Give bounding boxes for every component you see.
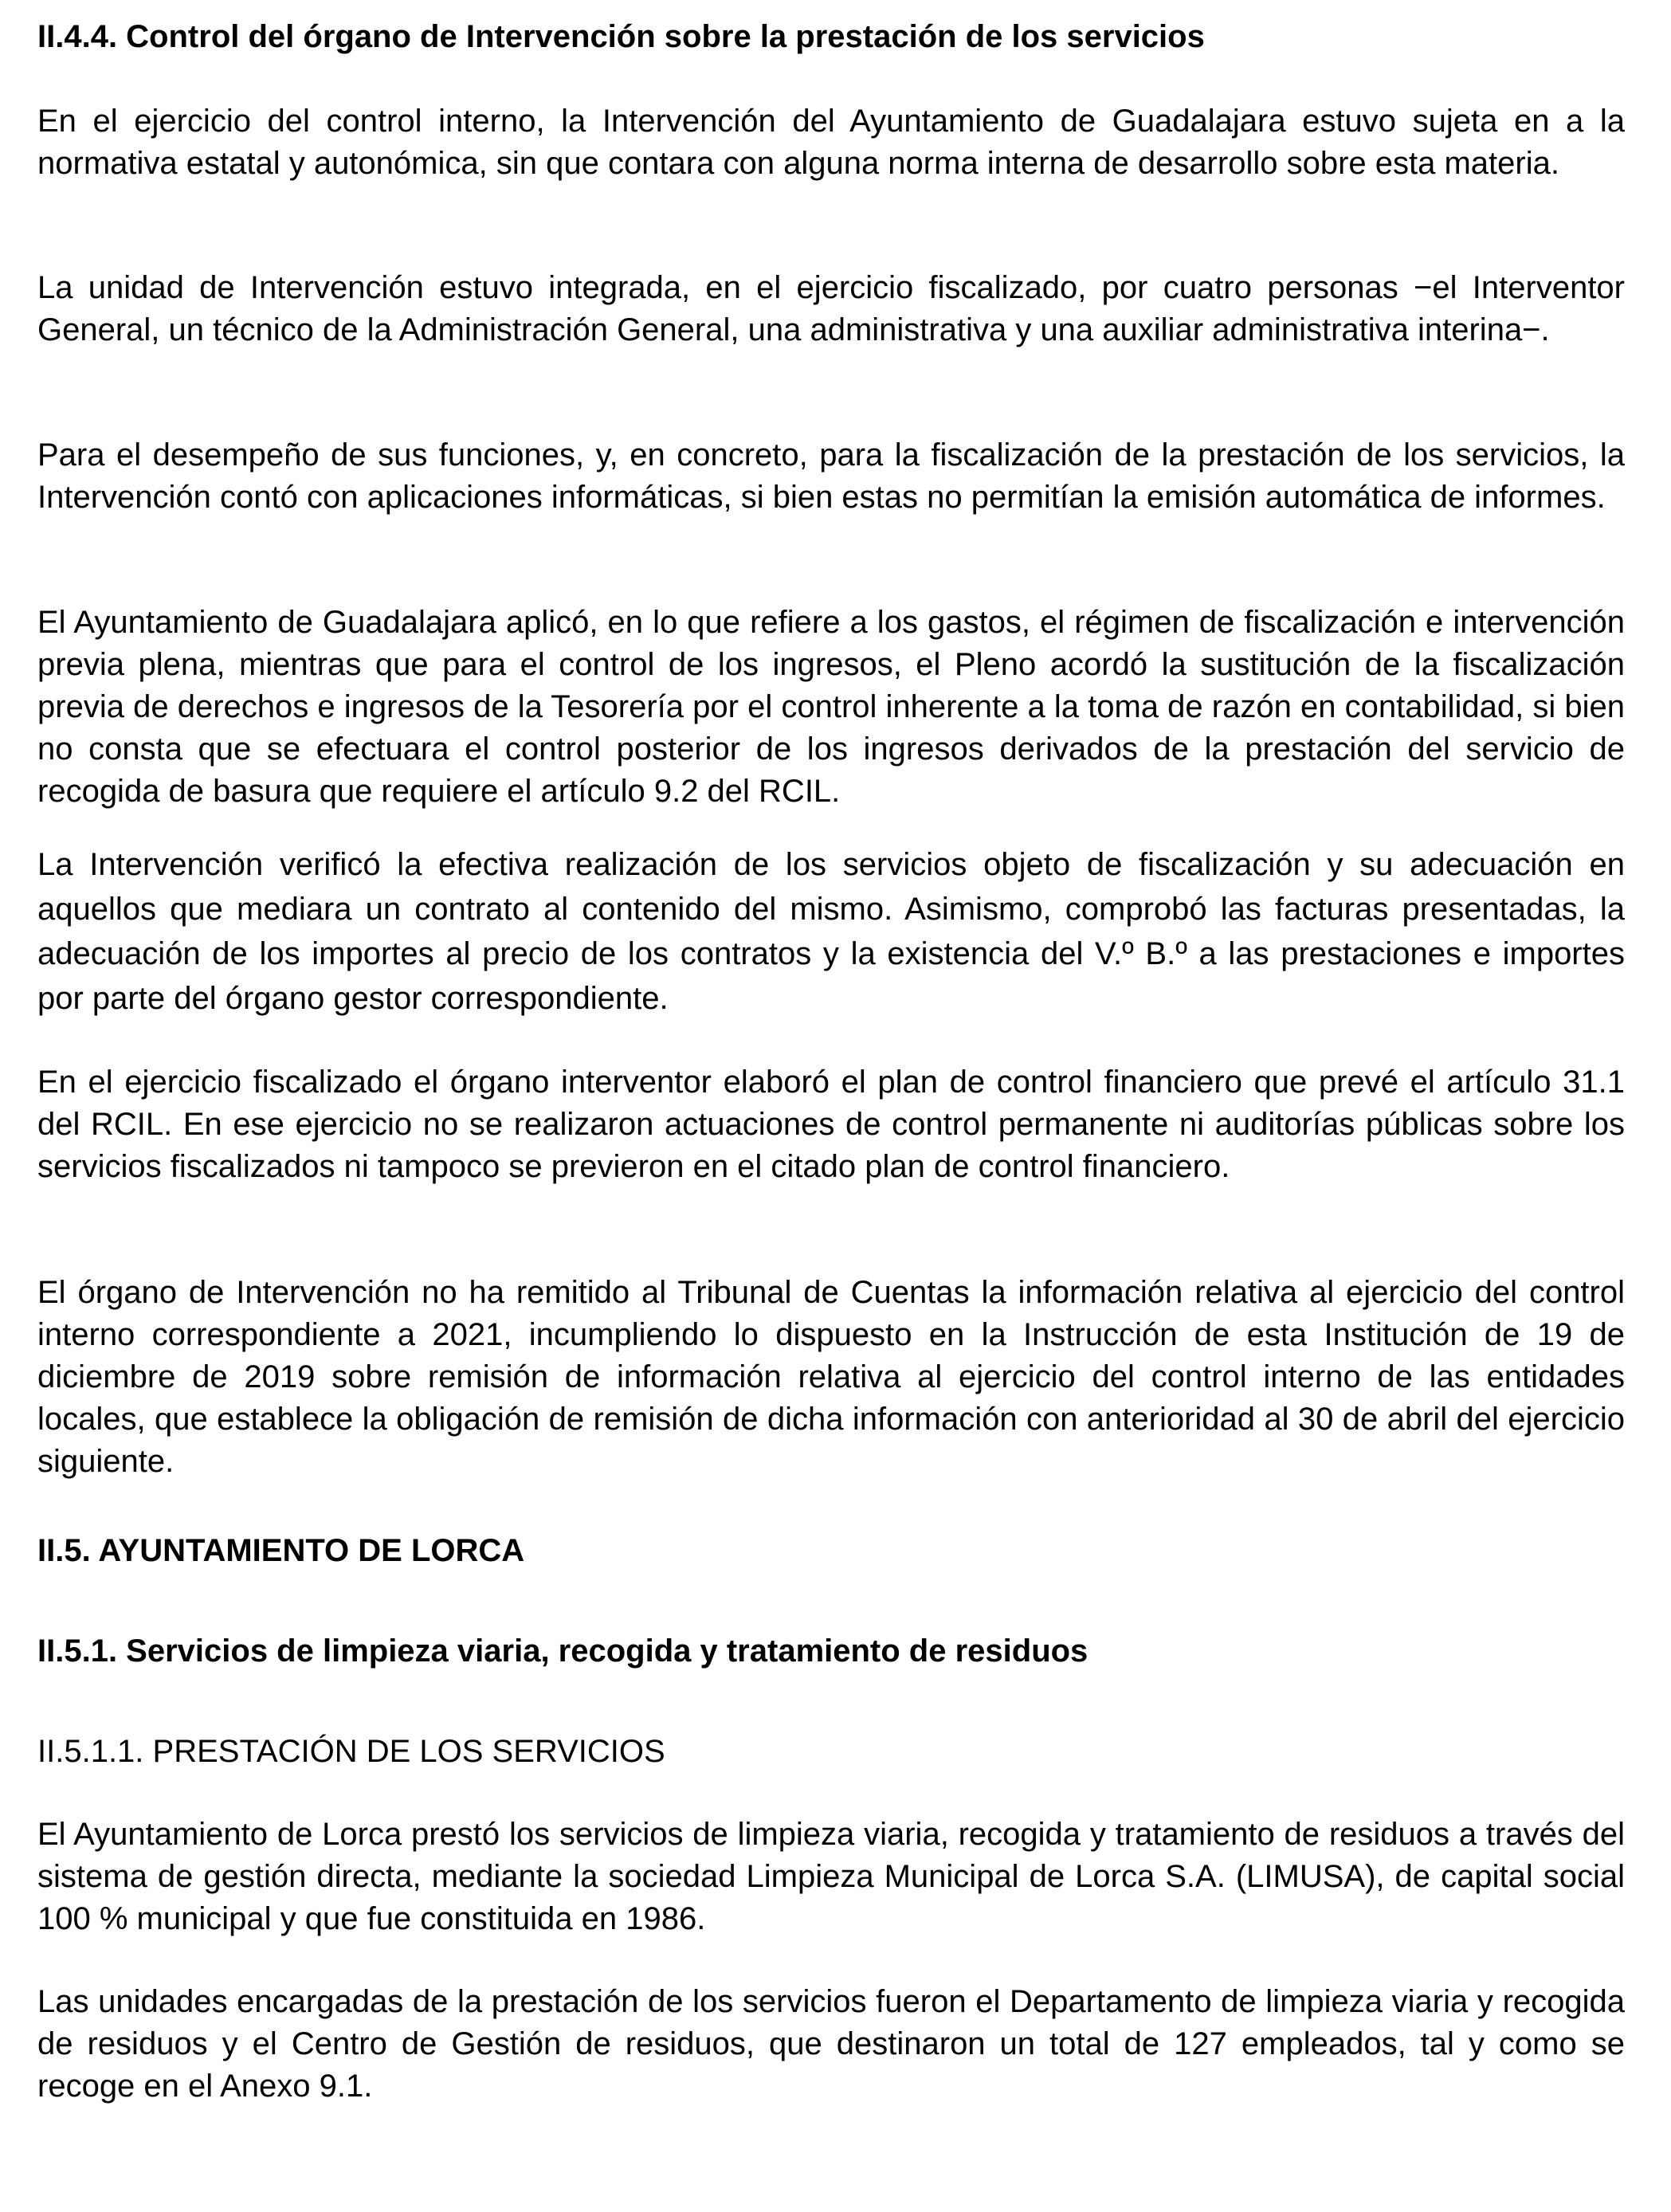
section-heading-ii-5-1-1: II.5.1.1. PRESTACIÓN DE LOS SERVICIOS xyxy=(37,1734,665,1769)
paragraph: Para el desempeño de sus funciones, y, en concreto, para la fiscalización de la prestación de los servicios, la Intervención contó con aplicaciones informáticas, si bien estas no permitían la emisión automática de informes. xyxy=(37,437,1625,515)
section-heading-ii-5-1: II.5.1. Servicios de limpieza viaria, recogida y tratamiento de residuos xyxy=(37,1634,1089,1669)
paragraph: El Ayuntamiento de Lorca prestó los servicios de limpieza viaria, recogida y tratamiento de residuos a través del sistema de gestión directa, mediante la sociedad Limpieza Municipal de Lorca S.A. (LIMUSA), de capital social 100 % municipal y que fue constituida en 1986. xyxy=(37,1817,1625,1936)
section-heading-ii-4-4: II.4.4. Control del órgano de Intervención sobre la prestación de los servicios xyxy=(37,19,1205,54)
paragraph: Las unidades encargadas de la prestación de los servicios fueron el Departamento de limpieza viaria y recogida de residuos y el Centro de Gestión de residuos, que destinaron un total de 127 empleados, tal y como se recoge en el Anexo 9.1. xyxy=(37,1984,1625,2104)
paragraph: En el ejercicio del control interno, la Intervención del Ayuntamiento de Guadalajara estuvo sujeta en a la normativa estatal y autonómica, sin que contara con alguna norma interna de desarrollo sobre esta materia. xyxy=(37,104,1625,181)
section-heading-ii-5: II.5. AYUNTAMIENTO DE LORCA xyxy=(37,1533,525,1568)
paragraph: El órgano de Intervención no ha remitido al Tribunal de Cuentas la información relativa al ejercicio del control interno correspondiente a 2021, incumpliendo lo dispuesto en la Instrucción de esta Institución de 19 de diciembre de 2019 sobre remisión de información relativa al ejercicio del control interno de las entidades locales, que establece la obligación de remisión de dicha información con anterioridad al 30 de abril del ejercicio siguiente. xyxy=(37,1275,1625,1479)
paragraph: El Ayuntamiento de Guadalajara aplicó, en lo que refiere a los gastos, el régimen de fiscalización e intervención previa plena, mientras que para el control de los ingresos, el Pleno acordó la sustitución de la fiscalización previa de derechos e ingresos de la Tesorería por el control inherente a la toma de razón en contabilidad, si bien no consta que se efectuara el control posterior de los ingresos derivados de la prestación del servicio de recogida de basura que requiere el artículo 9.2 del RCIL. xyxy=(37,605,1625,809)
paragraph: La unidad de Intervención estuvo integrada, en el ejercicio fiscalizado, por cuatro personas −el Interventor General, un técnico de la Administración General, una administrativa y una auxiliar administrativa interina−. xyxy=(37,270,1625,347)
paragraph: La Intervención verificó la efectiva realización de los servicios objeto de fiscalización y su adecuación en aquellos que mediara un contrato al contenido del mismo. Asimismo, comprobó las facturas presentadas, la adecuación de los importes al precio de los contratos y la existencia del V.º B.º a las prestaciones e importes por parte del órgano gestor correspondiente. xyxy=(37,847,1625,1016)
paragraph: En el ejercicio fiscalizado el órgano interventor elaboró el plan de control financiero que prevé el artículo 31.1 del RCIL. En ese ejercicio no se realizaron actuaciones de control permanente ni auditorías públicas sobre los servicios fiscalizados ni tampoco se previeron en el citado plan de control financiero. xyxy=(37,1065,1625,1184)
